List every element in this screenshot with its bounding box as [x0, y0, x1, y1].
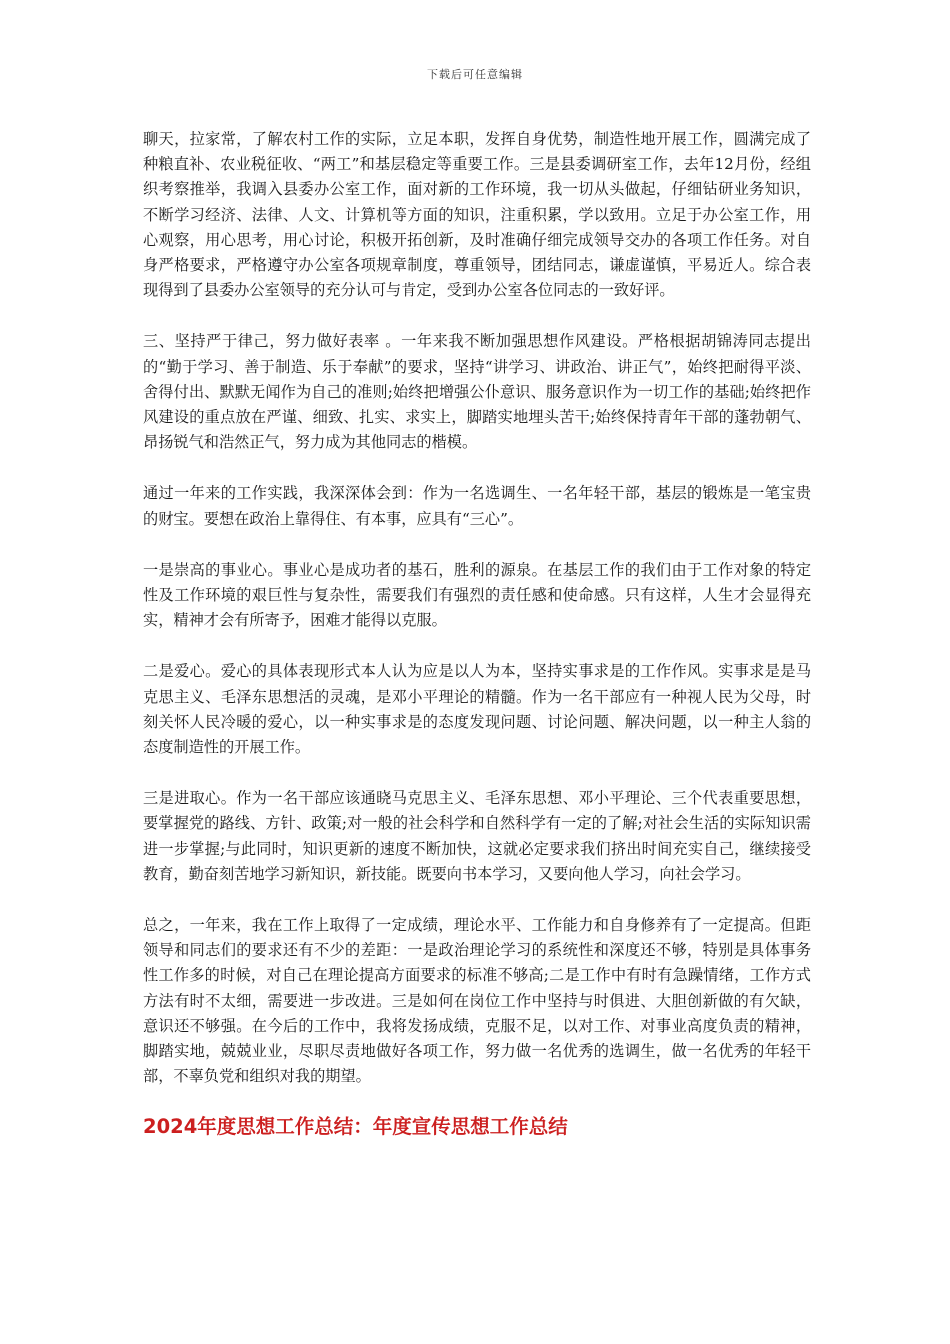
paragraph-career-heart: 一是崇高的事业心。事业心是成功者的基石，胜利的源泉。在基层工作的我们由于工作对象的特定性及工作环境的艰巨性与复杂性，需要我们有强烈的责任感和使命感。只有这样，人生才会显得充实，精神才会有所寄予，困难才能得以克服。	[143, 560, 811, 630]
paragraph-self-discipline: 三、坚持严于律己，努力做好表率 。一年来我不断加强思想作风建设。严格根据胡锦涛同志提出的“勤于学习、善于制造、乐于奉献”的要求，坚持“讲学习、讲政治、讲正气”，始终把耐得平淡、舍得付出、默默无闻作为自己的准则;始终把增强公仆意识、服务意识作为一切工作的基础;始终把作风建设的重点放在严谨、细致、扎实、求实上，脚踏实地埋头苦干;始终保持青年干部的蓬勃朝气、昂扬锐气和浩然正气，努力成为其他同志的楷模。	[143, 332, 811, 452]
section-heading: 2024年度思想工作总结：年度宣传思想工作总结	[143, 1114, 568, 1138]
paragraph-progress-heart: 三是进取心。作为一名干部应该通晓马克思主义、毛泽东思想、邓小平理论、三个代表重要思想，要掌握党的路线、方针、政策;对一般的社会科学和自然科学有一定的了解;对社会生活的实际知识需进一步掌握;与此同时，知识更新的速度不断加快，这就必定要求我们挤出时间充实自己，继续接受教育，勤奋刻苦地学习新知识，新技能。既要向书本学习，又要向他人学习，向社会学习。	[143, 789, 811, 883]
paragraph-love-heart: 二是爱心。爱心的具体表现形式本人认为应是以人为本，坚持实事求是的工作作风。实事求是是马克思主义、毛泽东思想活的灵魂，是邓小平理论的精髓。作为一名干部应有一种视人民为父母，时刻关怀人民冷暖的爱心，以一种实事求是的态度发现问题、讨论问题、解决问题，以一种主人翁的态度制造性的开展工作。	[143, 662, 811, 757]
document-body	[143, 127, 811, 1142]
paragraph-conclusion: 总之，一年来，我在工作上取得了一定成绩，理论水平、工作能力和自身修养有了一定提高。但距领导和同志们的要求还有不少的差距：一是政治理论学习的系统性和深度还不够，特别是具体事务性工作多的时候，对自己在理论提高方面要求的标准不够高;二是工作中有时有急躁情绪，工作方式方法有时不太细，需要进一步改进。三是如何在岗位工作中坚持与时俱进、大胆创新做的有欠缺，意识还不够强。在今后的工作中，我将发扬成绩，克服不足，以对工作、对事业高度负责的精神，脚踏实地，兢兢业业，尽职尽责地做好各项工作，努力做一名优秀的选调生，做一名优秀的年轻干部，不辜负党和组织对我的期望。	[143, 916, 811, 1086]
page-header-note: 下载后可任意编辑	[427, 68, 523, 81]
paragraph-work-experience: 聊天，拉家常，了解农村工作的实际，立足本职，发挥自身优势，制造性地开展工作，圆满完成了种粮直补、农业税征收、“两工”和基层稳定等重要工作。三是县委调研室工作，去年12月份，经组织考察推举，我调入县委办公室工作，面对新的工作环境，我一切从头做起，仔细钻研业务知识，不断学习经济、法律、人文、计算机等方面的知识，注重积累，学以致用。立足于办公室工作，用心观察，用心思考，用心讨论，积极开拓创新，及时准确仔细完成领导交办的各项工作任务。对自身严格要求，严格遵守办公室各项规章制度，尊重领导，团结同志，谦虚谨慎，平易近人。综合表现得到了县委办公室领导的充分认可与肯定，受到办公室各位同志的一致好评。	[143, 130, 811, 300]
paragraph-three-hearts-intro: 通过一年来的工作实践，我深深体会到：作为一名选调生、一名年轻干部，基层的锻炼是一笔宝贵的财宝。要想在政治上靠得住、有本事，应具有“三心”。	[143, 484, 811, 528]
